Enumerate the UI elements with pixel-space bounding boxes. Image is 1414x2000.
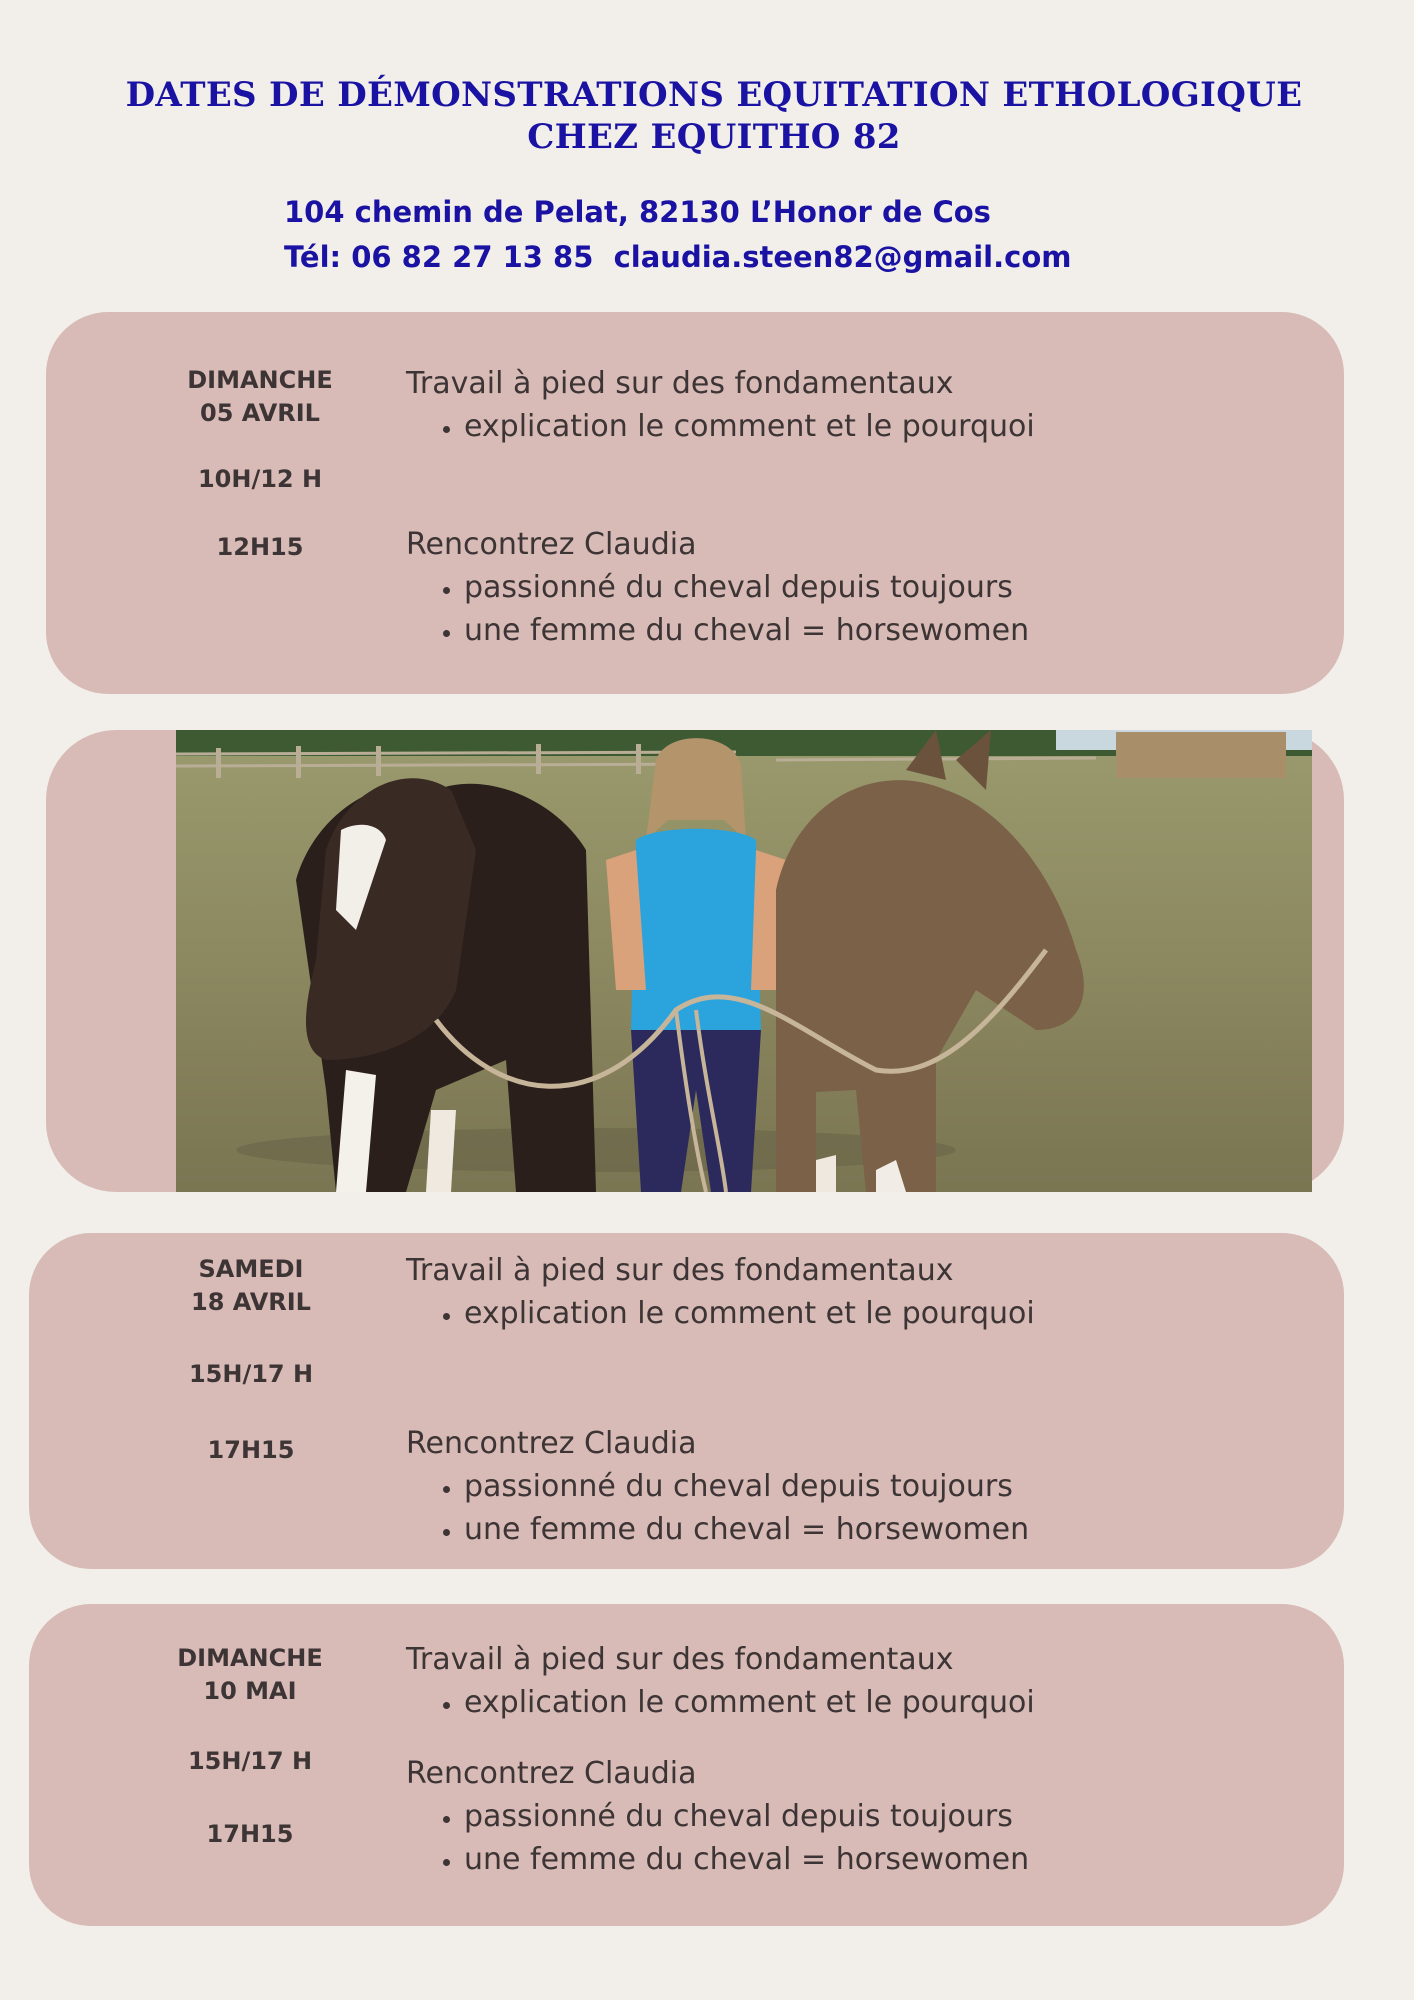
activity-list xyxy=(406,1292,1035,1335)
event-date: 10 MAI xyxy=(203,1677,297,1705)
activity-list xyxy=(406,405,1035,448)
meet-list xyxy=(406,1465,1035,1551)
meet-heading: Rencontrez Claudia xyxy=(406,527,697,562)
list-item: • passionné du cheval depuis toujours xyxy=(464,1795,1035,1838)
event-meet-time: 17H15 xyxy=(206,1820,294,1848)
event-meet-time: 12H15 xyxy=(216,533,304,561)
meet-heading: Rencontrez Claudia xyxy=(406,1756,697,1791)
event-card-1 xyxy=(46,312,1344,694)
event-info xyxy=(406,1249,1035,1551)
list-item: • une femme du cheval = horsewomen xyxy=(464,609,1035,652)
phone-email-text: Tél: 06 82 27 13 85 claudia.steen82@gmail.com xyxy=(284,240,1072,274)
event-info xyxy=(406,362,1035,652)
list-item: • une femme du cheval = horsewomen xyxy=(464,1838,1035,1881)
list-item: • passionné du cheval depuis toujours xyxy=(464,1465,1035,1508)
event-date-column xyxy=(150,364,370,564)
address-text: 104 chemin de Pelat, 82130 L’Honor de Cos xyxy=(284,195,991,229)
page-title xyxy=(0,74,1414,158)
list-item: • passionné du cheval depuis toujours xyxy=(464,566,1035,609)
meet-list xyxy=(406,1795,1035,1881)
title-line-2: CHEZ EQUITHO 82 xyxy=(527,117,901,157)
event-date-column xyxy=(140,1642,360,1851)
title-line-1: DATES DE DÉMONSTRATIONS EQUITATION ETHOLOGIQUE xyxy=(125,75,1303,115)
list-item: • explication le comment et le pourquoi xyxy=(464,1292,1035,1335)
horses-photo xyxy=(176,730,1312,1192)
activity-heading: Travail à pied sur des fondamentaux xyxy=(406,366,954,401)
event-day: SAMEDI xyxy=(198,1255,304,1283)
event-date: 18 AVRIL xyxy=(191,1288,311,1316)
event-time: 15H/17 H xyxy=(187,1747,313,1775)
event-day: DIMANCHE xyxy=(187,366,333,394)
event-card-3 xyxy=(29,1604,1344,1926)
event-card-2 xyxy=(29,1233,1344,1569)
event-info xyxy=(406,1638,1035,1881)
event-date: 05 AVRIL xyxy=(200,399,320,427)
activity-heading: Travail à pied sur des fondamentaux xyxy=(406,1642,954,1677)
event-meet-time: 17H15 xyxy=(207,1436,295,1464)
event-time: 10H/12 H xyxy=(197,465,323,493)
event-date-column xyxy=(141,1253,361,1467)
event-day: DIMANCHE xyxy=(177,1644,323,1672)
activity-heading: Travail à pied sur des fondamentaux xyxy=(406,1253,954,1288)
meet-heading: Rencontrez Claudia xyxy=(406,1426,697,1461)
contact-block xyxy=(284,190,1071,280)
event-time: 15H/17 H xyxy=(188,1360,314,1388)
activity-list xyxy=(406,1681,1035,1724)
meet-list xyxy=(406,566,1035,652)
list-item: • explication le comment et le pourquoi xyxy=(464,405,1035,448)
list-item: • explication le comment et le pourquoi xyxy=(464,1681,1035,1724)
list-item: • une femme du cheval = horsewomen xyxy=(464,1508,1035,1551)
